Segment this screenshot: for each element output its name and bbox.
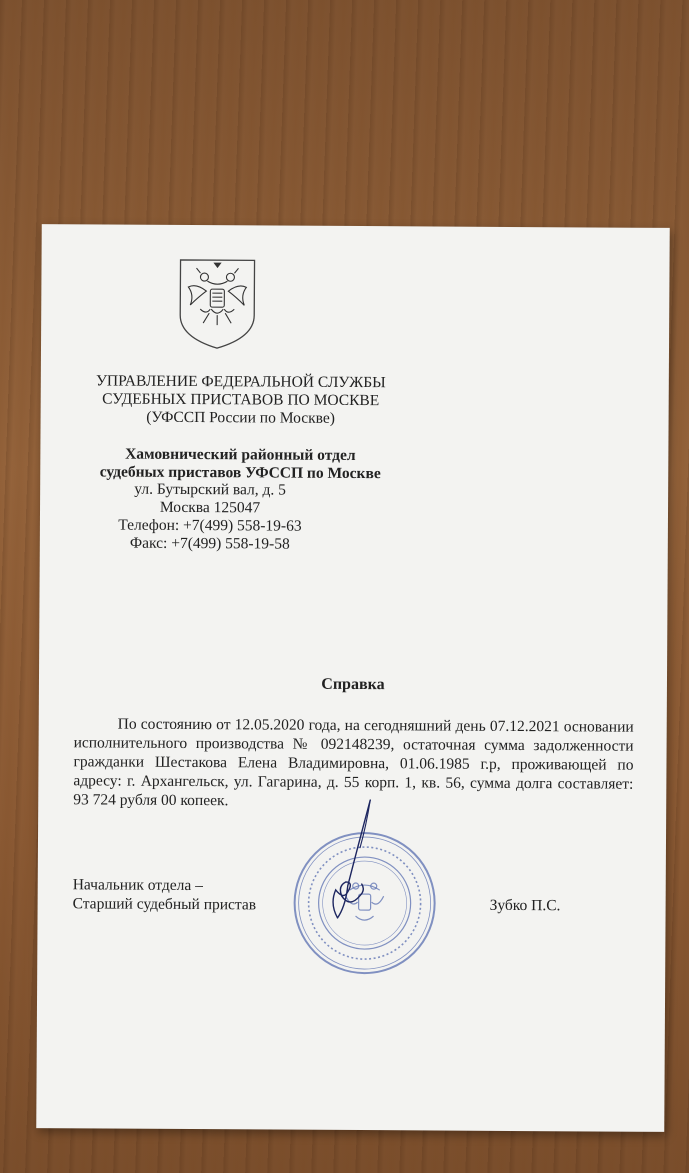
department-line1: Хамовнический районный отдел [125, 445, 356, 465]
signatory-position [73, 875, 257, 914]
address-city: Москва 125047 [159, 498, 261, 517]
agency-abbreviation: (УФССП России по Москве) [146, 408, 335, 427]
agency-name-line1: УПРАВЛЕНИЕ ФЕДЕРАЛЬНОЙ СЛУЖБЫ [95, 372, 386, 392]
agency-name-line2: СУДЕБНЫХ ПРИСТАВОВ ПО МОСКВЕ [102, 390, 380, 410]
document-body: По состоянию от 12.05.2020 года, на сегодняшний день 07.12.2021 основании исполнительного производства № 092148239, остаточная сумма задолженности гражданки Шестакова Елена Владимировна, 01.06.1985 г.р, проживающей по адресу: г. Архангельск, ул. Гагарина, д. 55 корп. 1, кв. 56, сумма долга составляет: 93 724 рубля 00 копеек. [73, 715, 634, 810]
position-line2: Старший судебный пристав [72, 895, 257, 914]
document-title: Справка [321, 675, 385, 694]
document-sheet [36, 224, 670, 1132]
fax-number: Факс: +7(499) 558-19-58 [129, 534, 290, 553]
signatory-name: Зубко П.С. [489, 896, 561, 915]
address-street: ул. Бутырский вал, д. 5 [134, 480, 287, 499]
phone-number: Телефон: +7(499) 558-19-63 [118, 516, 302, 535]
position-line1: Начальник отдела – [72, 876, 203, 895]
department-line2: судебных приставов УФССП по Москве [99, 463, 381, 483]
handwritten-signature [307, 796, 398, 927]
coat-of-arms-icon [176, 257, 259, 351]
